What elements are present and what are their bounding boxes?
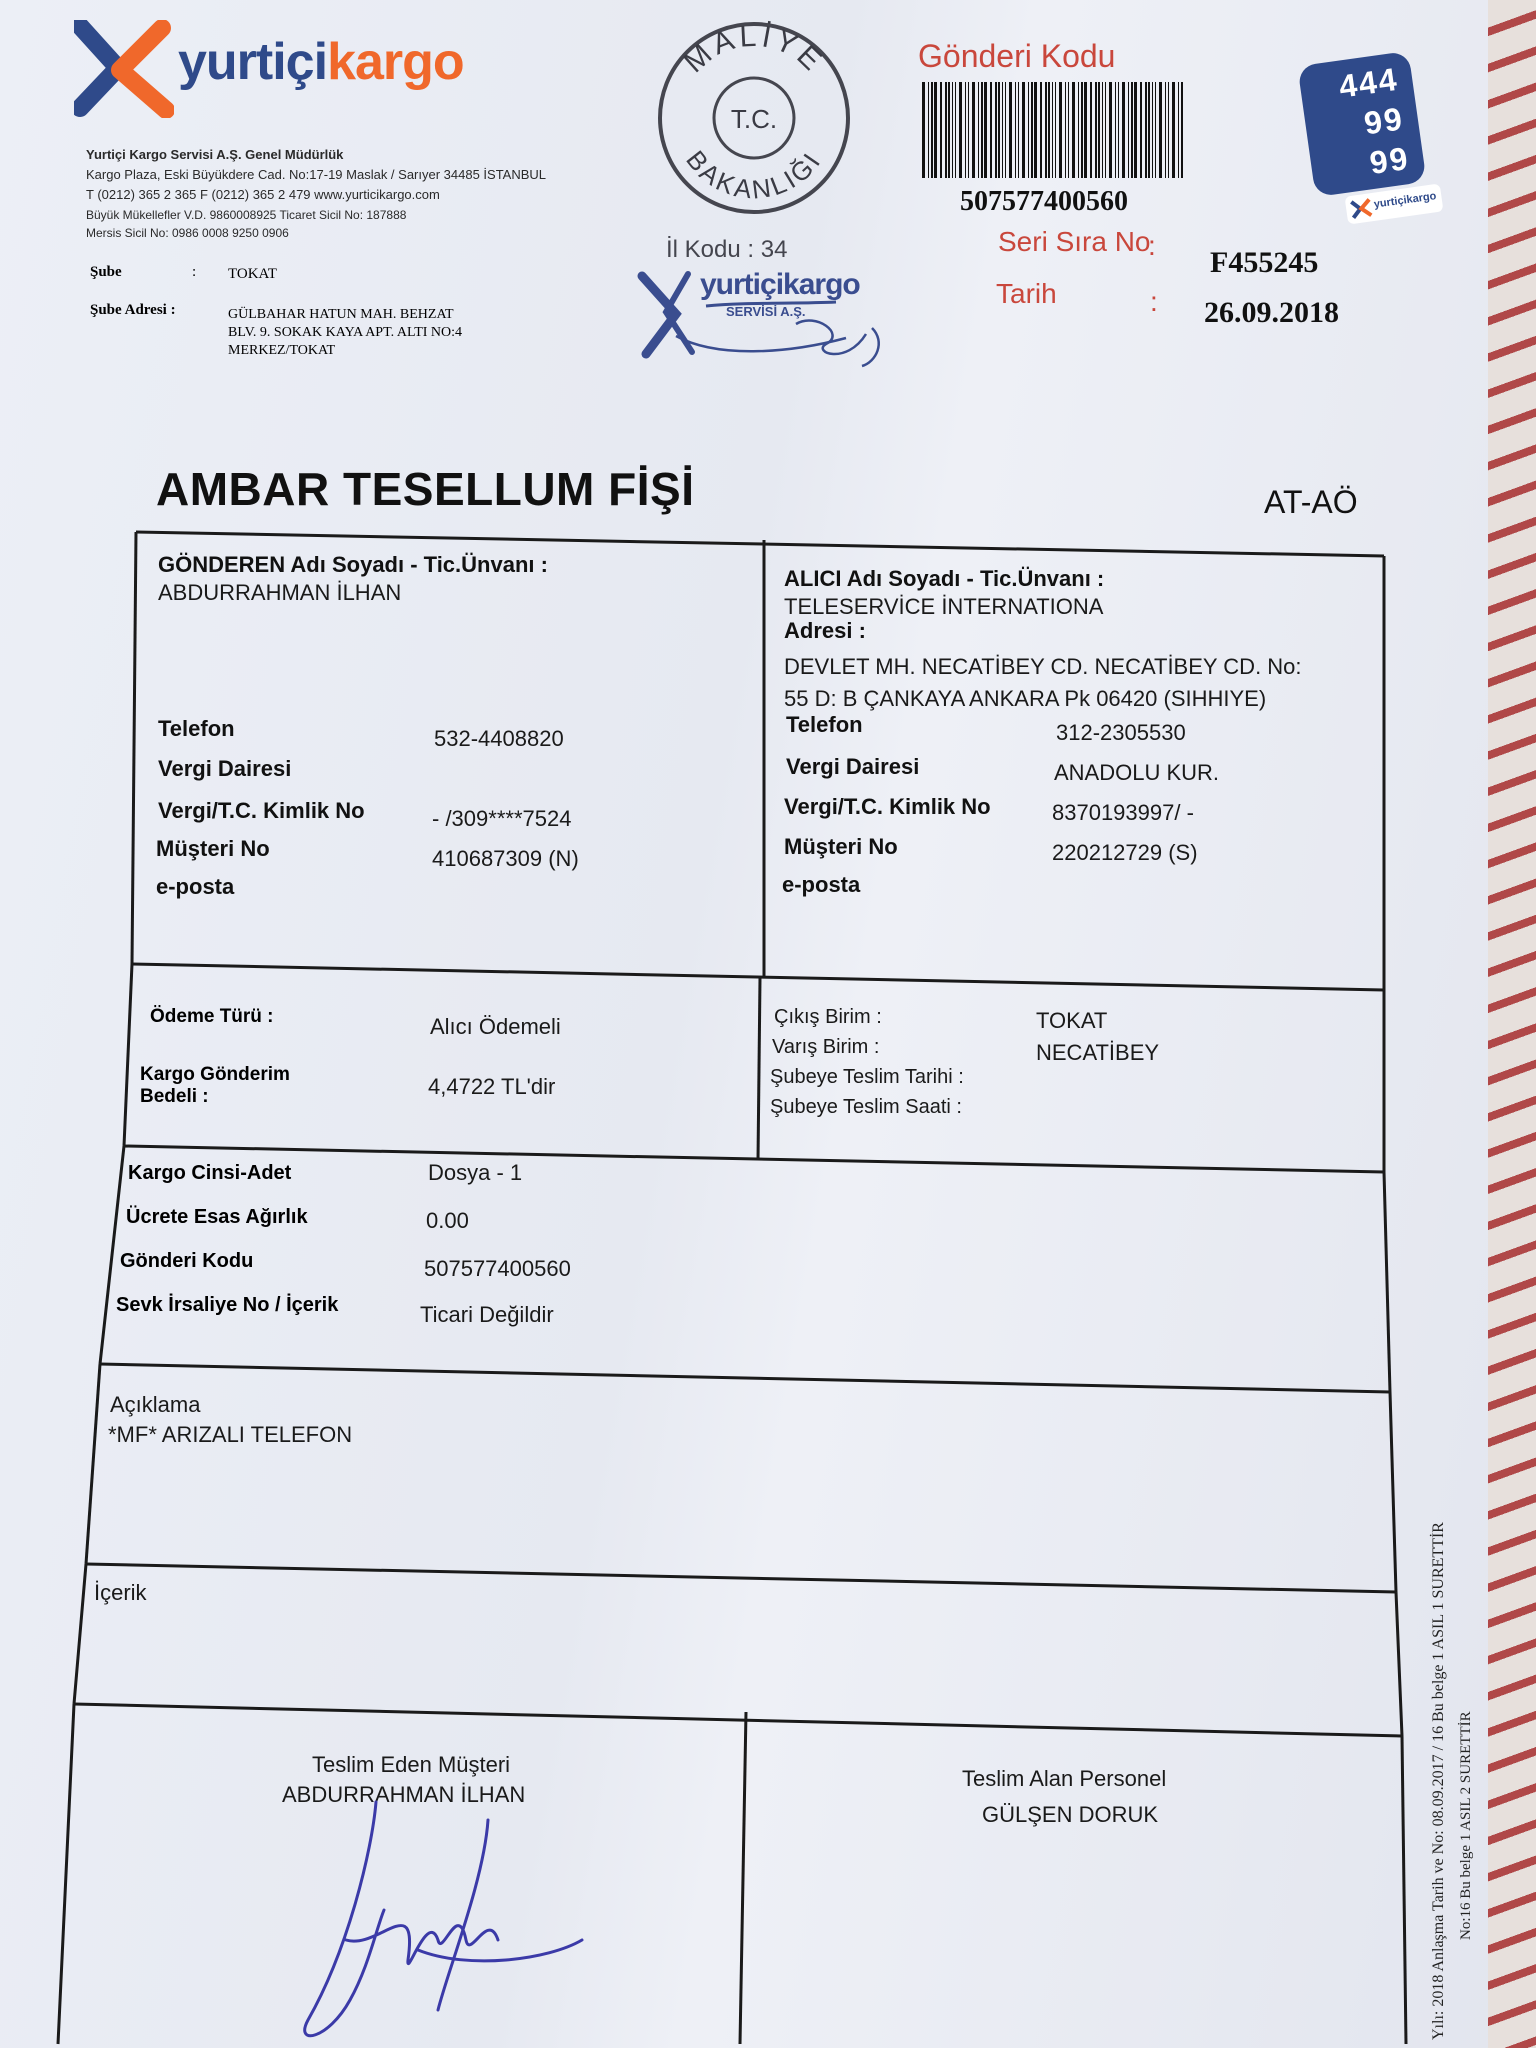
receiver-heading: ALICI Adı Soyadı - Tic.Ünvanı :	[784, 566, 1105, 591]
sender-phone: 532-4408820	[434, 726, 564, 751]
giver-label: Teslim Eden Müşteri	[312, 1752, 511, 1777]
receiver-tax-office-label: Vergi Dairesi	[786, 754, 920, 779]
serial-label: Seri Sıra No	[998, 226, 1151, 257]
receiver-tax-office: ANADOLU KUR.	[1054, 760, 1220, 785]
receiver-customer: 220212729 (S)	[1052, 840, 1198, 865]
shipment-code: 507577400560	[960, 186, 1128, 217]
fee-label	[140, 1064, 290, 1108]
logo-text-yurtici: yurtiçi	[178, 33, 328, 91]
cargo-code-label: Gönderi Kodu	[120, 1250, 254, 1272]
branch-label: Şube	[90, 264, 122, 280]
badge-brand: yurtiçikargo	[1373, 190, 1438, 211]
sender-customer: 410687309 (N)	[432, 846, 579, 871]
receiver-phone: 312-2305530	[1056, 720, 1186, 745]
receiver-address-line-2: 55 D: B ÇANKAYA ANKARA Pk 06420 (SIHHIYE)	[784, 686, 1267, 711]
branch-value: TOKAT	[228, 266, 277, 282]
delivery-date-label: Şubeye Teslim Tarihi :	[770, 1066, 964, 1088]
fee-value: 4,4722 TL'dir	[428, 1074, 556, 1099]
exit-unit: TOKAT	[1036, 1008, 1108, 1033]
receiver-customer-label: Müşteri No	[784, 834, 898, 859]
seal-subtitle: SERVİSİ A.Ş.	[726, 304, 806, 319]
receiver-tax-id-label: Vergi/T.C. Kimlik No	[784, 794, 991, 819]
date-separator: :	[1150, 286, 1158, 317]
arrival-unit-label: Varış Birim :	[772, 1036, 880, 1058]
hotline-line: 444	[1336, 60, 1401, 105]
contents-label: İçerik	[94, 1580, 147, 1605]
sender-tax-id-label: Vergi/T.C. Kimlik No	[158, 798, 365, 823]
company-name: Yurtiçi Kargo Servisi A.Ş. Genel Müdürlük	[86, 147, 344, 162]
il-kodu: İl Kodu : 34	[666, 236, 788, 263]
description-label: Açıklama	[110, 1392, 201, 1417]
sender-phone-label: Telefon	[158, 716, 235, 741]
exit-unit-label: Çıkış Birim :	[774, 1006, 882, 1028]
branch-address-label: Şube Adresi :	[90, 302, 176, 318]
delivery-time-label: Şubeye Teslim Saati :	[770, 1096, 962, 1118]
receiver-address-label: Adresi :	[784, 618, 866, 643]
company-address: Kargo Plaza, Eski Büyükdere Cad. No:17-19 Maslak / Sarıyer 34485 İSTANBUL	[86, 167, 547, 182]
company-mersis: Mersis Sicil No: 0986 0008 9250 0906	[86, 226, 289, 240]
weight-label: Ücrete Esas Ağırlık	[126, 1206, 308, 1228]
stamp-center-text: T.C.	[730, 104, 778, 134]
giver-name: ABDURRAHMAN İLHAN	[282, 1782, 526, 1807]
payment-type-label: Ödeme Türü :	[150, 1006, 274, 1027]
receiver-tax-id: 8370193997/ -	[1052, 800, 1194, 825]
sender-heading: GÖNDEREN Adı Soyadı - Tic.Ünvanı :	[158, 552, 548, 577]
customer-signature-icon	[288, 1790, 608, 2048]
receiver-phone-label: Telefon	[786, 712, 863, 737]
company-contact: T (0212) 365 2 365 F (0212) 365 2 479 www.yurticikargo.com	[86, 187, 440, 202]
receiver-staff-name: GÜLŞEN DORUK	[982, 1802, 1159, 1827]
hotline-line: 99	[1367, 139, 1412, 182]
form-code: AT-AÖ	[1264, 484, 1358, 520]
sender-tax-office-label: Vergi Dairesi	[158, 756, 292, 781]
stamp-bottom-text: BAKANLIĞI	[680, 144, 828, 205]
branch-separator: :	[192, 264, 197, 280]
branch-address-line: GÜLBAHAR HATUN MAH. BEHZAT	[228, 307, 454, 322]
receiver-address-line-1: DEVLET MH. NECATİBEY CD. NECATİBEY CD. No:	[784, 654, 1302, 679]
arrival-unit: NECATİBEY	[1036, 1040, 1160, 1065]
stamp-top-text: MALİYE	[677, 20, 831, 80]
document-title: AMBAR TESELLUM FİŞİ	[156, 463, 695, 515]
side-note-line-1: Yılı: 2018 Anlaşma Tarih ve No: 08.09.2017 / 16 Bu belge 1 ASIL 1 SURETTİR	[1430, 1522, 1447, 2040]
branch-address-line: MERKEZ/TOKAT	[228, 343, 336, 358]
sender-name: ABDURRAHMAN İLHAN	[158, 580, 402, 605]
serial-separator: :	[1148, 230, 1156, 261]
receiver-email-label: e-posta	[782, 872, 861, 897]
weight-value: 0.00	[426, 1208, 469, 1233]
date-label: Tarih	[996, 278, 1057, 309]
waybill-value: Ticari Değildir	[420, 1302, 554, 1327]
description-text: *MF* ARIZALI TELEFON	[108, 1422, 353, 1447]
fee-label-line: Kargo Gönderim	[140, 1064, 290, 1085]
receiver-name: TELESERVİCE İNTERNATIONA	[784, 594, 1104, 619]
cargo-kind-label: Kargo Cinsi-Adet	[128, 1162, 292, 1184]
date-value: 26.09.2018	[1204, 296, 1339, 329]
waybill-label: Sevk İrsaliye No / İçerik	[116, 1294, 339, 1316]
cargo-code: 507577400560	[424, 1256, 571, 1281]
hotline-line: 99	[1361, 100, 1407, 142]
sender-tax-id: - /309****7524	[432, 806, 572, 831]
shipment-code-label: Gönderi Kodu	[918, 38, 1116, 74]
sender-email-label: e-posta	[156, 874, 235, 899]
logo-text-kargo: kargo	[327, 33, 464, 91]
payment-type: Alıcı Ödemeli	[430, 1014, 561, 1039]
branch-address-line: BLV. 9. SOKAK KAYA APT. ALTI NO:4	[228, 325, 463, 340]
serial-value: F455245	[1210, 246, 1319, 279]
receiver-staff-label: Teslim Alan Personel	[962, 1766, 1167, 1791]
cargo-kind: Dosya - 1	[428, 1160, 523, 1185]
sender-customer-label: Müşteri No	[156, 836, 270, 861]
company-tax: Büyük Mükellefler V.D. 9860008925 Ticaret Sicil No: 187888	[86, 208, 407, 222]
seal-brand: yurtiçikargo	[700, 268, 860, 301]
side-note-line-2: No:16 Bu belge 1 ASIL 2 SURETTİR	[1458, 1711, 1474, 1940]
fee-label-line: Bedeli :	[140, 1086, 209, 1107]
